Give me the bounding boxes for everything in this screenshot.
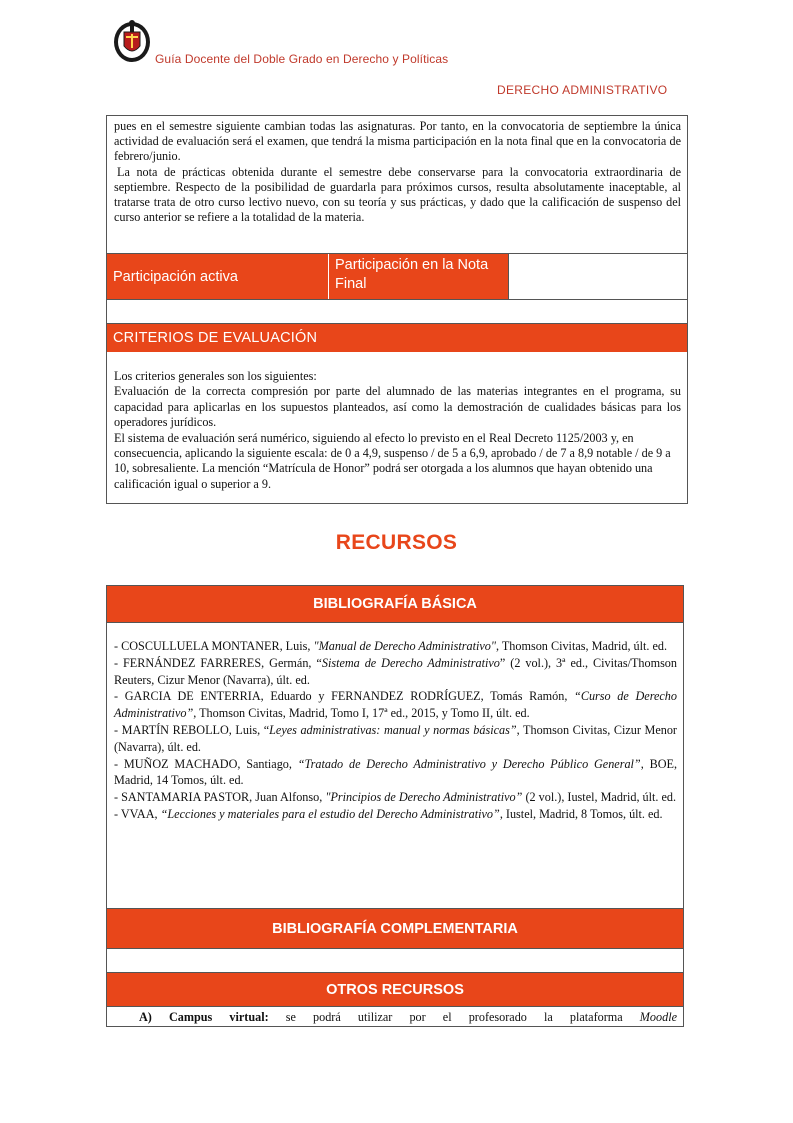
bib-publisher: , Thomson Civitas, Madrid, últ. ed. bbox=[495, 639, 668, 653]
resources-title: RECURSOS bbox=[335, 531, 458, 554]
evaluation-paragraph-1: pues en el semestre siguiente cambian todas las asignaturas. Por tanto, en la convocatoria de septiembre la única actividad de evaluación será el examen, que tendrá la misma participación en la nota final que en la convocatoria de febrero/junio. bbox=[114, 119, 681, 164]
bib-title: “Lecciones y materiales para el estudio del Derecho Administrativo” bbox=[160, 806, 500, 821]
bib-title: “Curso de Derecho Administrativo” bbox=[114, 689, 677, 721]
bibliography-item bbox=[114, 688, 677, 722]
complementary-bibliography-heading: BIBLIOGRAFÍA COMPLEMENTARIA bbox=[107, 909, 683, 949]
criteria-line-3: El sistema de evaluación será numérico, siguiendo al efecto lo previsto en el Real Decreto 1125/2003 y, en consecuencia, aplicando la siguiente escala: de 0 a 4,9, suspenso / de 5 a 6,9, aprobado / de 7 a 8,9 notable / de 9 a 10, sobresaliente. La mención “Matrícula de Honor” podrá ser otorgada a los alumnos que hayan obtenido una calificación igual o superior a 9. bbox=[114, 430, 671, 491]
bib-author: - VVAA, bbox=[114, 806, 161, 821]
empty-row bbox=[107, 300, 687, 324]
bib-publisher: (2 vol.), Iustel, Madrid, últ. ed. bbox=[522, 790, 677, 805]
bibliography-item bbox=[114, 638, 677, 655]
bibliography-item bbox=[114, 756, 677, 790]
bibliography-item bbox=[114, 722, 677, 756]
criteria-line-2: Evaluación de la correcta compresión por parte del alumnado de las materias integrantes en el programa, su capacidad para aplicarlas en los supuestos planteados, así como la demostración de cualidades básicas para los operadores jurídicos. bbox=[114, 384, 681, 430]
evaluation-notes bbox=[107, 116, 687, 254]
bib-author: - MUÑOZ MACHADO, Santiago, bbox=[114, 756, 298, 771]
participation-final-label: Participación en la Nota Final bbox=[329, 254, 509, 299]
campus-virtual-line bbox=[107, 1007, 683, 1025]
resources-table bbox=[106, 585, 684, 1027]
participation-final-value bbox=[509, 254, 687, 299]
bibliography-item bbox=[114, 789, 677, 806]
bib-title: "Principios de Derecho Administrativo” bbox=[325, 790, 523, 805]
bib-publisher: , Iustel, Madrid, 8 Tomos, últ. ed. bbox=[499, 806, 663, 821]
bib-author: - SANTAMARIA PASTOR, Juan Alfonso, bbox=[114, 790, 326, 805]
bib-author: - FERNÁNDEZ FARRERES, Germán, “ bbox=[114, 655, 322, 670]
criteria-heading: CRITERIOS DE EVALUACIÓN bbox=[107, 324, 687, 352]
university-seal-logo bbox=[112, 18, 152, 64]
bib-author: - GARCIA DE ENTERRIA, Eduardo y FERNANDEZ RODRÍGUEZ, Tomás Ramón, bbox=[114, 689, 575, 704]
criteria-line-1: Los criterios generales son los siguientes: bbox=[114, 369, 317, 383]
bib-title: Leyes administrativas: manual y normas básicas” bbox=[269, 722, 517, 737]
participation-row bbox=[107, 254, 687, 300]
evaluation-table bbox=[106, 115, 688, 504]
other-resources-heading: OTROS RECURSOS bbox=[107, 973, 683, 1007]
basic-bibliography-list bbox=[107, 623, 683, 909]
evaluation-paragraph-2: La nota de prácticas obtenida durante el semestre debe conservarse para la convocatoria extraordinaria de septiembre. Respecto de la posibilidad de guardarla para próximos cursos, resulta absolutamente inaceptable, al tratarse trata de otro curso lectivo nuevo, con su teoría y sus prácticas, y dado que la calificación de suspenso del curso anterior se refiere a la totalidad de la materia. bbox=[114, 164, 681, 225]
empty-row bbox=[107, 949, 683, 973]
campus-text: se podrá utilizar por el profesorado la plataforma bbox=[268, 1010, 640, 1024]
bib-author: - COSCULLUELA MONTANER, Luis, bbox=[114, 639, 314, 653]
bib-publisher: , Thomson Civitas, Madrid, Tomo I, 17ª ed., 2015, y Tomo II, últ. ed. bbox=[193, 706, 530, 721]
bib-publisher: , Thomson Civitas, Cizur Menor (Navarra), últ. ed. bbox=[114, 722, 677, 754]
bibliography-item bbox=[114, 655, 677, 689]
bib-publisher: , BOE, Madrid, 14 Tomos, últ. ed. bbox=[114, 756, 677, 788]
bib-title: “Tratado de Derecho Administrativo y Derecho Público General” bbox=[297, 756, 641, 771]
criteria-body bbox=[107, 352, 687, 492]
bib-publisher: ” (2 vol.), 3ª ed., Civitas/Thomson Reuters, Cizur Menor (Navarra), últ. ed. bbox=[114, 655, 677, 687]
campus-platform: Moodle bbox=[639, 1010, 677, 1024]
guide-title: Guía Docente del Doble Grado en Derecho y Políticas bbox=[155, 52, 449, 66]
bib-author: - MARTÍN REBOLLO, Luis, “ bbox=[114, 722, 270, 737]
bib-title: "Manual de Derecho Administrativo" bbox=[313, 639, 496, 653]
campus-label: A) Campus virtual: bbox=[139, 1010, 269, 1024]
bibliography-item bbox=[114, 806, 677, 823]
basic-bibliography-heading: BIBLIOGRAFÍA BÁSICA bbox=[107, 586, 683, 623]
bib-title: Sistema de Derecho Administrativo bbox=[321, 655, 500, 670]
subject-name: DERECHO ADMINISTRATIVO bbox=[497, 83, 668, 97]
participation-active-label: Participación activa bbox=[107, 254, 329, 299]
